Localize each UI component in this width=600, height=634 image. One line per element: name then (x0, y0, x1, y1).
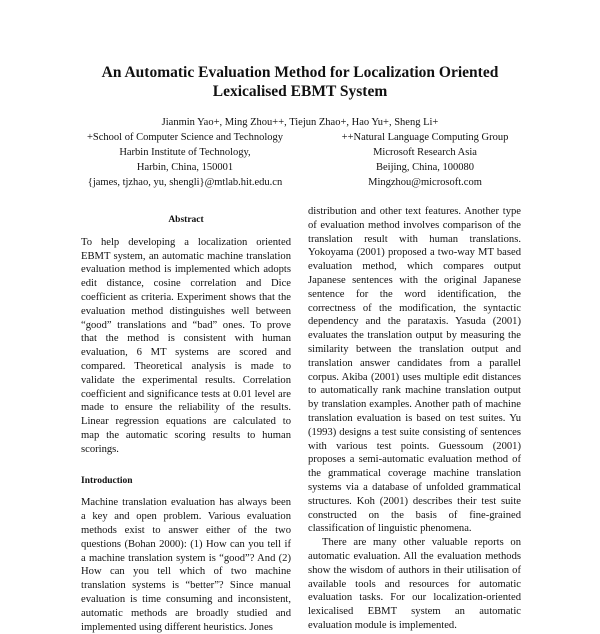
affiliation-right-line: Beijing, China, 100080 (376, 162, 474, 173)
affiliation-right (310, 130, 540, 190)
affiliation-left-line: Harbin, China, 150001 (136, 162, 234, 173)
abstract-heading: Abstract (168, 215, 204, 225)
affiliation-left-line: +School of Computer Science and Technology (87, 132, 283, 143)
body-paragraph-2: There are many other valuable reports on automatic evaluation. All the evaluation methods show the wisdom of authors in their utilisation of available tools and resources for automatic evaluation tasks. For our localization-oriented lexicalised EBMT system an automatic evaluation module is implemented. (308, 537, 521, 631)
affiliation-right-line: Microsoft Research Asia (373, 147, 477, 158)
paper-title (0, 63, 600, 101)
affiliation-right-line: ++Natural Language Computing Group (341, 132, 509, 143)
affiliation-right-email: Mingzhou@microsoft.com (368, 177, 482, 188)
author-list: Jianmin Yao+, Ming Zhou++, Tiejun Zhao+, Hao Yu+, Sheng Li+ (161, 117, 439, 128)
affiliation-left-line: Harbin Institute of Technology, (119, 147, 251, 158)
body-paragraph-1: distribution and other text features. Another type of evaluation method involves comparison of the translation result with human translations. Yokoyama (2001) proposed a two-way MT based evaluation method, which compares output Japanese sentences with the original Japanese sentence for the word identification, the correctness of the modification, the syntactic dependency and the parataxis. Yasuda (2001) evaluates the translation output by measuring the similarity between the translation output and translation answer candidates from a parallel corpus. Akiba (2001) uses multiple edit distances to automatically rank machine translation output by translation examples. Another path of machine translation evaluation is based on test suites. Yu (1993) designs a test suite consisting of sentences with various test points. Guessoum (2001) proposes a semi-automatic evaluation method of the grammatical coverage machine translation systems via a database of unfolded grammatical structures. Koh (2001) describes their test suite constructed on the basis of fine-grained classification of linguistic phenomena. (308, 206, 521, 535)
title-line-1: An Automatic Evaluation Method for Localization Oriented (101, 64, 499, 81)
affiliation-left (80, 130, 290, 190)
title-line-2: Lexicalised EBMT System (212, 83, 388, 100)
introduction-heading: Introduction (81, 475, 133, 486)
left-column (81, 214, 291, 634)
introduction-text: Machine translation evaluation has always been a key and open problem. Various evaluation methods exist to answer either of the two questions (Bohan 2000): (1) How can you tell if a machine translation system is “good”? And (2) How can you tell which of two machine translation systems is “better”? Since manual evaluation is time consuming and inconsistent, automatic methods are broadly studied and implemented using different heuristics. Jones (81, 497, 291, 633)
right-column (308, 205, 521, 633)
affiliation-left-email: {james, tjzhao, yu, shengli}@mtlab.hit.edu.cn (87, 177, 283, 188)
abstract-text: To help developing a localization oriented EBMT system, an automatic machine translation evaluation method is implemented which adopts edit distance, cosine correlation and Dice coefficient as criteria. Experiment shows that the evaluation method distinguishes well between “good” translations and “bad” ones. To prove that the method is consistent with human evaluation, 6 MT systems are scored and compared. Theoretical analysis is made to validate the experimental results. Correlation coefficient and significance tests at 0.01 level are made to ensure the reliability of the results. Linear regression equations are calculated to map the automatic scoring results to human scorings. (81, 236, 291, 455)
